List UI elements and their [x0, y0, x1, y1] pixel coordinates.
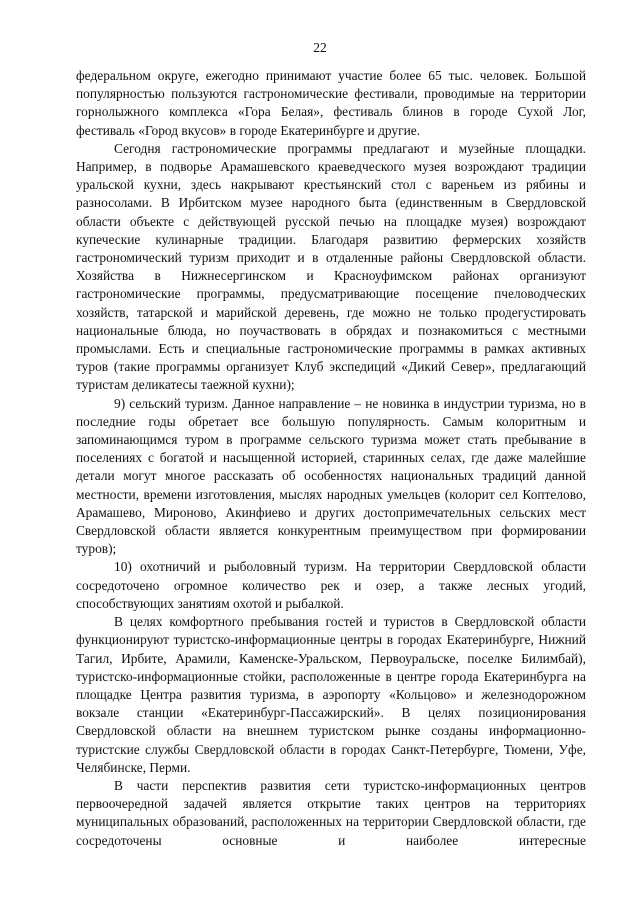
paragraph-tourist-info-centers: В целях комфортного пребывания гостей и туристов в Свердловской области функционируют туристско-информационные центры в городах Екатеринбурге, Нижний Тагил, Ирбите, Арамили, Каменске-Уральском, Первоуральске, поселке Билимбай), туристско-информационные стойки, расположенные в центре города Екатеринбурга на площадке Центра развития туризма, в аэропорту «Кольцово» и железнодорожном вокзале станции «Екатеринбург-Пассажирский». В целях позиционирования Свердловской области на внешнем туристском рынке созданы информационно-туристские службы Свердловской области в городах Санкт-Петербурге, Тюмени, Уфе, Челябинске, Перми.	[76, 614, 586, 775]
paragraph-hunting-fishing-tourism: 10) охотничий и рыболовный туризм. На территории Свердловской области сосредоточено огромное количество рек и озер, а также лесных угодий, способствующих занятиям охотой и рыбалкой.	[76, 559, 586, 611]
page-number: 22	[313, 40, 327, 55]
page-body	[76, 67, 586, 850]
paragraph-network-development: В части перспектив развития сети туристско-информационных центров первоочередной задачей является открытие таких центров на территориях муниципальных образований, расположенных на территории Свердловской области, где сосредоточены основные и наиболее интересные	[76, 777, 586, 848]
paragraph-continuation: федеральном округе, ежегодно принимают участие более 65 тыс. человек. Большой популярностью пользуются гастрономические фестивали, проводимые на территории горнолыжного комплекса «Гора Белая», фестиваль блинов в городе Сухой Лог, фестиваль «Город вкусов» в городе Екатеринбурге и другие.	[76, 68, 586, 138]
paragraph-gastronomic-programs: Сегодня гастрономические программы предлагают и музейные площадки. Например, в подворье Арамашевского краеведческого музея возрождают традиции уральской кухни, здесь накрывают крестьянский стол с вареньем из рябины и разносолами. В Ирбитском музее народного быта (единственным в Свердловской области объекте с действующей русской печью на площадке музея) возрождают купеческие кулинарные традиции. Благодаря развитию фермерских хозяйств гастрономический туризм приходит и в отдаленные районы Свердловской области. Хозяйства в Нижнесергинском и Красноуфимском районах организуют гастрономические программы, предусматривающие посещение пчеловодческих хозяйств, татарской и марийской деревень, где можно не только продегустировать национальные блюда, но поучаствовать в обрядах и познакомиться с местными промыслами. Есть и специальные гастрономические программы в рамках активных туров (такие программы организует Клуб экспедиций «Дикий Север», предлагающий туристам деликатесы таежной кухни);	[76, 140, 586, 393]
paragraph-rural-tourism: 9) сельский туризм. Данное направление – не новинка в индустрии туризма, но в последние годы обретает все большую популярность. Самым колоритным и запоминающимся туром в программе сельского туризма может стать пребывание в поселениях с богатой и насыщенной историей, старинных селах, где даже малейшие детали могут многое рассказать об особенностях национальных традиций данной местности, времени изготовления, мыслях народных умельцев (колорит сел Коптелово, Арамашево, Мироново, Акинфиево и других достопримечательных сельских мест Свердловской области является конкурентным преимуществом при формировании туров);	[76, 395, 586, 557]
